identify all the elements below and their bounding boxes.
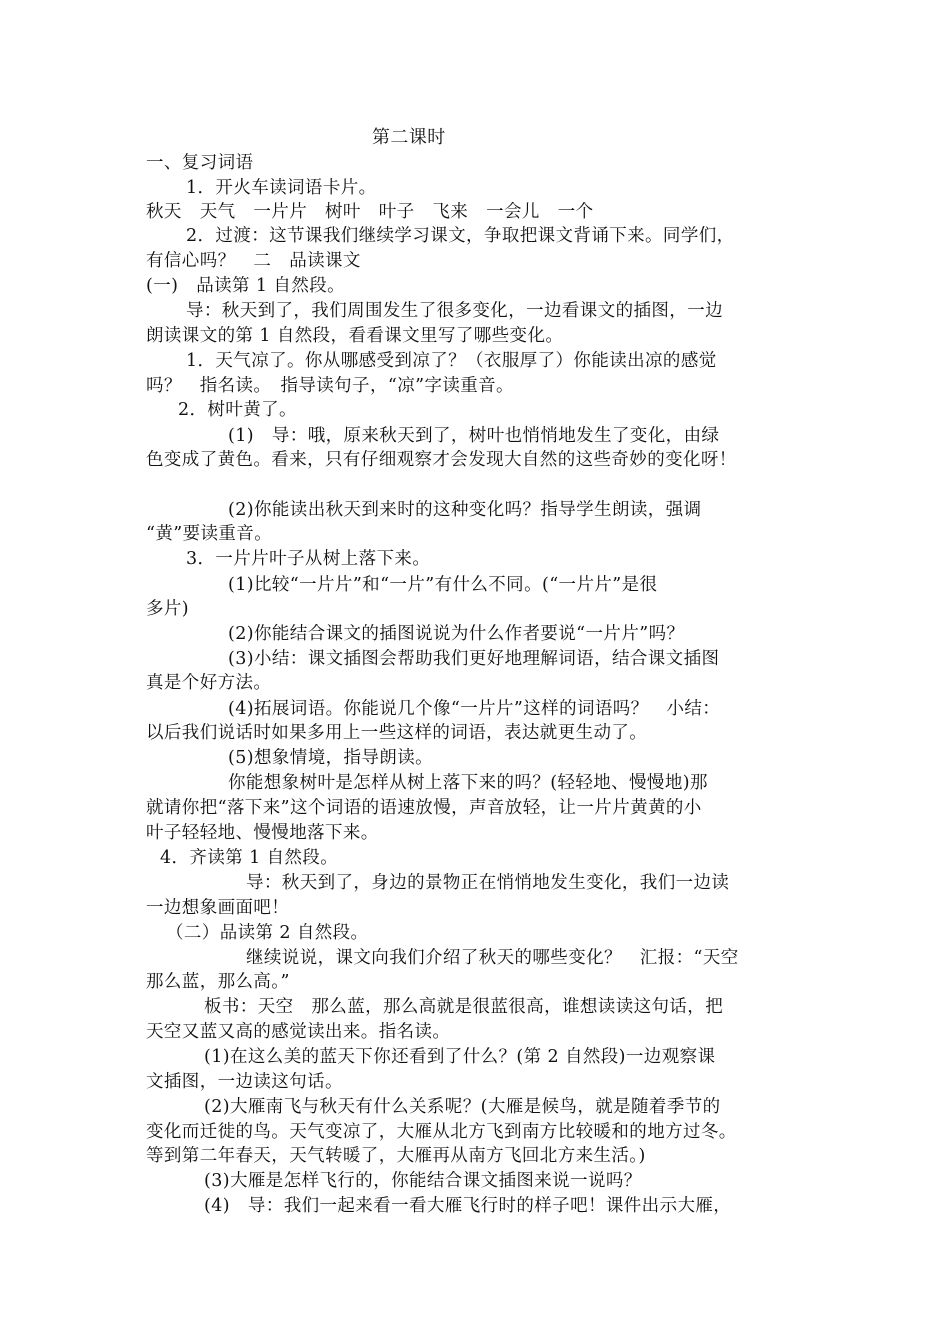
text-line: 2．树叶黄了。: [178, 400, 297, 420]
text-line: 文插图，一边读这句话。: [146, 1072, 343, 1092]
text-line: (2)你能读出秋天到来时的这种变化吗？指导学生朗读，强调: [228, 500, 702, 520]
text-line: (2)你能结合课文的插图说说为什么作者要说“一片片”吗？: [228, 624, 685, 644]
text-line: 那么蓝，那么高。”: [146, 972, 290, 992]
text-line: 导：秋天到了，身边的景物正在悄悄地发生变化，我们一边读: [246, 873, 730, 893]
text-line: 秋天 天气 一片片 树叶 叶子 飞来 一会儿 一个: [146, 202, 594, 222]
text-line: 2．过渡：这节课我们继续学习课文，争取把课文背诵下来。同学们，: [186, 226, 735, 246]
text-line: (3)大雁是怎样飞行的，你能结合课文插图来说一说吗？: [204, 1171, 642, 1191]
text-line: 等到第二年春天，天气转暖了，大雁再从南方飞回北方来生活。): [146, 1146, 646, 1166]
text-line: (4)拓展词语。你能说几个像“一片片”这样的词语吗？ 小结：: [228, 699, 721, 719]
text-line: （二）品读第 2 自然段。: [166, 923, 369, 943]
text-line: 吗？ 指名读。 指导读句子，“凉”字读重音。: [146, 376, 514, 396]
text-line: (1)在这么美的蓝天下你还看到了什么？(第 2 自然段)一边观察课: [204, 1047, 716, 1067]
text-line: 1．开火车读词语卡片。: [186, 178, 377, 198]
text-line: (5)想象情境，指导朗读。: [228, 748, 433, 768]
text-line: (4) 导：我们一起来看一看大雁飞行时的样子吧！课件出示大雁，: [204, 1196, 732, 1216]
text-line: 一、复习词语: [146, 153, 254, 173]
text-line: (3)小结：课文插图会帮助我们更好地理解词语，结合课文插图: [228, 649, 720, 669]
text-line: 板书：天空 那么蓝，那么高就是很蓝很高，谁想读读这句话，把: [204, 997, 724, 1017]
text-line: 你能想象树叶是怎样从树上落下来的吗？(轻轻地、慢慢地)那: [228, 773, 708, 793]
text-line: (1) 导：哦，原来秋天到了，树叶也悄悄地发生了变化，由绿: [228, 426, 720, 446]
page-title: 第二课时: [372, 127, 446, 148]
text-line: 天空又蓝又高的感觉读出来。指名读。: [146, 1022, 451, 1042]
text-line: “黄”要读重音。: [146, 524, 273, 544]
text-line: 3．一片片叶子从树上落下来。: [186, 549, 431, 569]
text-line: 4．齐读第 1 自然段。: [160, 848, 339, 868]
text-line: 1．天气凉了。你从哪感受到凉了？（衣服厚了）你能读出凉的感觉: [186, 351, 717, 371]
text-line: 多片): [146, 599, 190, 619]
text-line: 有信心吗？ 二 品读课文: [146, 251, 361, 271]
text-line: (1)比较“一片片”和“一片”有什么不同。(“一片片”是很: [228, 575, 658, 595]
text-line: 继续说说，课文向我们介绍了秋天的哪些变化？ 汇报：“天空: [246, 948, 739, 968]
text-line: 一边想象画面吧！: [146, 898, 290, 918]
text-line: 以后我们说话时如果多用上一些这样的词语，表达就更生动了。: [146, 723, 648, 743]
text-line: (2)大雁南飞与秋天有什么关系呢？(大雁是候鸟，就是随着季节的: [204, 1097, 721, 1117]
text-line: (一) 品读第 1 自然段。: [146, 276, 346, 296]
text-line: 朗读课文的第 1 自然段，看看课文里写了哪些变化。: [146, 326, 564, 346]
text-line: 叶子轻轻地、慢慢地落下来。: [146, 823, 379, 843]
text-line: 就请你把“落下来”这个词语的语速放慢，声音放轻，让一片片黄黄的小: [146, 798, 702, 818]
text-line: 真是个好方法。: [146, 673, 272, 693]
text-line: 导：秋天到了，我们周围发生了很多变化，一边看课文的插图，一边: [186, 301, 723, 321]
text-line: 变化而迁徙的鸟。天气变凉了，大雁从北方飞到南方比较暖和的地方过冬。: [146, 1122, 737, 1142]
text-line: 色变成了黄色。看来，只有仔细观察才会发现大自然的这些奇妙的变化呀！: [146, 450, 737, 470]
